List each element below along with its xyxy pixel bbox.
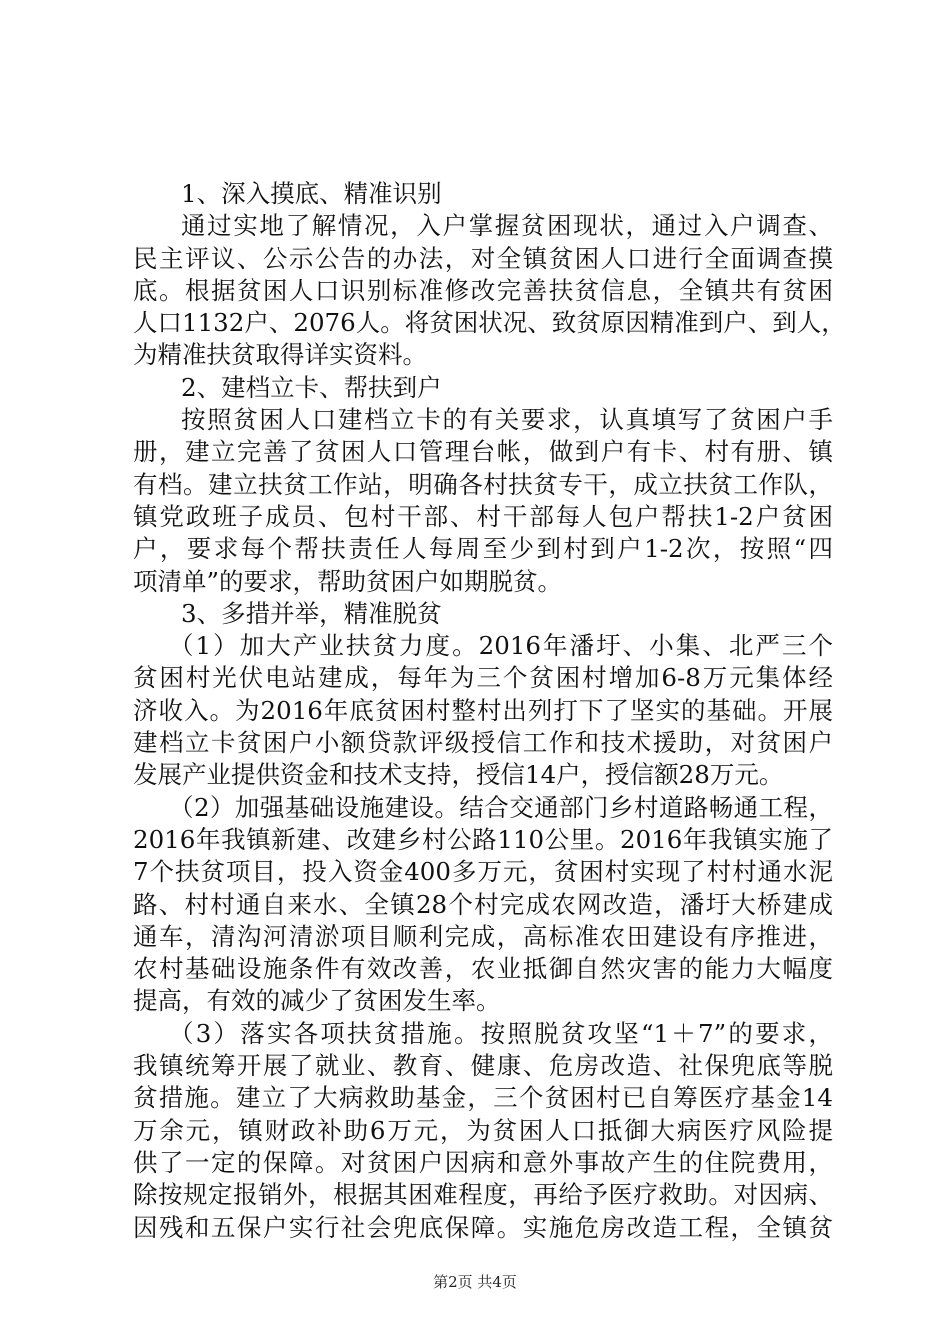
paragraph-line: 因残和五保户实行社会兜底保障。实施危房改造工程，全镇贫 xyxy=(133,1212,833,1242)
paragraph-line: 路、村村通自来水、全镇28个村完成农网改造，潘圩大桥建成 xyxy=(133,889,833,919)
paragraph-line: 册，建立完善了贫困人口管理台帐，做到户有卡、村有册、镇 xyxy=(133,437,833,467)
paragraph-line: 供了一定的保障。对贫困户因病和意外事故产生的住院费用， xyxy=(133,1147,833,1177)
paragraph-line: 镇党政班子成员、包村干部、村干部每人包户帮扶1-2户贫困 xyxy=(133,501,833,531)
paragraph-line: 我镇统筹开展了就业、教育、健康、危房改造、社保兜底等脱 xyxy=(133,1051,833,1081)
paragraph-line: 发展产业提供资金和技术支持，授信14户，授信额28万元。 xyxy=(133,760,784,790)
paragraph-line: 2016年我镇新建、改建乡村公路110公里。2016年我镇实施了 xyxy=(133,824,833,854)
document-body xyxy=(133,178,846,1244)
paragraph-line: 底。根据贫困人口识别标准修改完善扶贫信息，全镇共有贫困 xyxy=(133,275,833,305)
paragraph-line: 除按规定报销外，根据其困难程度，再给予医疗救助。对因病、 xyxy=(133,1180,833,1210)
paragraph-line: 户，要求每个帮扶责任人每周至少到村到户1-2次，按照“四 xyxy=(133,534,833,564)
paragraph-line: 通过实地了解情况，入户掌握贫困现状，通过入户调查、 xyxy=(181,211,833,241)
paragraph-line: 济收入。为2016年底贫困村整村出列打下了坚实的基础。开展 xyxy=(133,695,833,725)
paragraph-line: 人口1132户、2076人。将贫困状况、致贫原因精准到户、到人， xyxy=(133,308,846,338)
paragraph-line: （2）加强基础设施建设。结合交通部门乡村道路畅通工程， xyxy=(169,792,833,822)
paragraph-line: 按照贫困人口建档立卡的有关要求，认真填写了贫困户手 xyxy=(181,405,833,435)
paragraph-line: 农村基础设施条件有效改善，农业抵御自然灾害的能力大幅度 xyxy=(133,954,833,984)
paragraph-line: 贫措施。建立了大病救助基金，三个贫困村已自筹医疗基金14 xyxy=(133,1083,833,1113)
paragraph-line: （1）加大产业扶贫力度。2016年潘圩、小集、北严三个 xyxy=(169,631,833,661)
section-heading-2: 2、建档立卡、帮扶到户 xyxy=(181,372,442,402)
paragraph-line: 为精准扶贫取得详实资料。 xyxy=(133,340,427,370)
paragraph-line: 提高，有效的减少了贫困发生率。 xyxy=(133,986,501,1016)
paragraph-line: 建档立卡贫困户小额贷款评级授信工作和技术援助，对贫困户 xyxy=(133,728,833,758)
page-number-footer: 第2页 共4页 xyxy=(433,1273,517,1291)
paragraph-line: 有档。建立扶贫工作站，明确各村扶贫专干，成立扶贫工作队， xyxy=(133,469,833,499)
paragraph-line: 通车，清沟河清淤项目顺利完成，高标准农田建设有序推进， xyxy=(133,921,833,951)
section-heading-3: 3、多措并举，精准脱贫 xyxy=(181,598,442,628)
paragraph-line: （3）落实各项扶贫措施。按照脱贫攻坚“1＋7”的要求， xyxy=(169,1018,833,1048)
paragraph-line: 万余元，镇财政补助6万元，为贫困人口抵御大病医疗风险提 xyxy=(133,1115,833,1145)
paragraph-line: 贫困村光伏电站建成，每年为三个贫困村增加6-8万元集体经 xyxy=(133,663,833,693)
paragraph-line: 民主评议、公示公告的办法，对全镇贫困人口进行全面调查摸 xyxy=(133,243,833,273)
section-heading-1: 1、深入摸底、精准识别 xyxy=(181,179,442,208)
paragraph-line: 7个扶贫项目，投入资金400多万元，贫困村实现了村村通水泥 xyxy=(133,857,833,887)
paragraph-line: 项清单”的要求，帮助贫困户如期脱贫。 xyxy=(133,566,563,596)
